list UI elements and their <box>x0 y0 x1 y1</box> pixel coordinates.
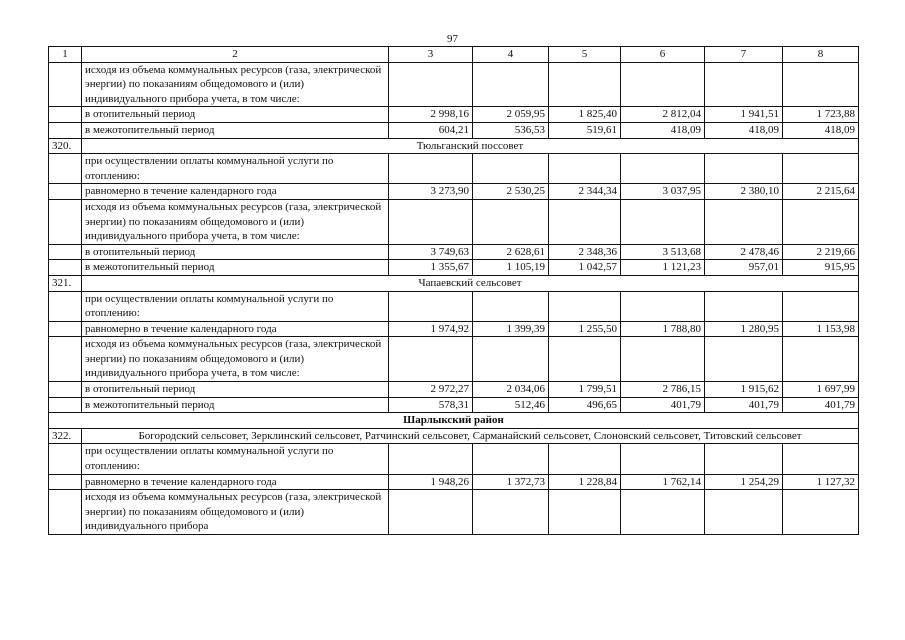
empty-cell <box>389 62 473 107</box>
description-text: при осуществлении оплаты коммунальной услуги по отоплению: <box>82 291 389 321</box>
value-cell: 536,53 <box>473 122 549 138</box>
empty-cell <box>783 154 859 184</box>
row-number-cell <box>49 184 82 200</box>
value-cell: 2 059,95 <box>473 107 549 123</box>
value-cell: 1 799,51 <box>549 382 621 398</box>
row-label: равномерно в течение календарного года <box>82 321 389 337</box>
value-cell: 2 812,04 <box>621 107 705 123</box>
table-row <box>49 260 859 276</box>
row-number-cell <box>49 260 82 276</box>
column-header: 5 <box>549 47 621 63</box>
value-cell: 1 042,57 <box>549 260 621 276</box>
empty-cell <box>549 62 621 107</box>
empty-cell <box>389 337 473 382</box>
value-cell: 1 228,84 <box>549 474 621 490</box>
section-title: Богородский сельсовет, Зерклинский сельсовет, Ратчинский сельсовет, Сарманайский сельсовет, Слоновский сельсовет, Титовский сельсовет <box>82 428 859 444</box>
empty-cell <box>621 291 705 321</box>
value-cell: 957,01 <box>705 260 783 276</box>
value-cell: 418,09 <box>621 122 705 138</box>
value-cell: 1 723,88 <box>783 107 859 123</box>
row-number-cell <box>49 490 82 535</box>
empty-cell <box>549 490 621 535</box>
value-cell: 418,09 <box>783 122 859 138</box>
description-text: исходя из объема коммунальных ресурсов (газа, электрической энергии) по показаниям общедомового и (или) индивидуального прибора учета, в том числе: <box>82 62 389 107</box>
empty-cell <box>389 291 473 321</box>
value-cell: 1 788,80 <box>621 321 705 337</box>
value-cell: 1 974,92 <box>389 321 473 337</box>
value-cell: 1 254,29 <box>705 474 783 490</box>
empty-cell <box>389 154 473 184</box>
column-header: 6 <box>621 47 705 63</box>
empty-cell <box>705 337 783 382</box>
empty-cell <box>389 490 473 535</box>
empty-cell <box>473 199 549 244</box>
value-cell: 2 786,15 <box>621 382 705 398</box>
empty-cell <box>473 62 549 107</box>
value-cell: 3 037,95 <box>621 184 705 200</box>
empty-cell <box>705 62 783 107</box>
empty-cell <box>705 490 783 535</box>
value-cell: 1 105,19 <box>473 260 549 276</box>
empty-cell <box>473 154 549 184</box>
empty-cell <box>473 337 549 382</box>
empty-cell <box>473 291 549 321</box>
value-cell: 519,61 <box>549 122 621 138</box>
table-row <box>49 244 859 260</box>
value-cell: 1 372,73 <box>473 474 549 490</box>
value-cell: 3 273,90 <box>389 184 473 200</box>
value-cell: 2 478,46 <box>705 244 783 260</box>
value-cell: 1 948,26 <box>389 474 473 490</box>
empty-cell <box>705 154 783 184</box>
row-number-cell: 320. <box>49 138 82 154</box>
value-cell: 1 762,14 <box>621 474 705 490</box>
row-label: в отопительный период <box>82 244 389 260</box>
empty-cell <box>783 490 859 535</box>
empty-cell <box>621 62 705 107</box>
district-row <box>49 413 859 429</box>
column-header-row <box>49 47 859 63</box>
empty-cell <box>705 199 783 244</box>
section-title: Чапаевский сельсовет <box>82 275 859 291</box>
table-row <box>49 107 859 123</box>
column-header: 8 <box>783 47 859 63</box>
value-cell: 1 399,39 <box>473 321 549 337</box>
empty-cell <box>783 291 859 321</box>
description-row <box>49 199 859 244</box>
description-row <box>49 444 859 474</box>
row-label: равномерно в течение календарного года <box>82 474 389 490</box>
description-text: исходя из объема коммунальных ресурсов (газа, электрической энергии) по показаниям общедомового и (или) индивидуального прибора учета, в том числе: <box>82 199 389 244</box>
empty-cell <box>389 444 473 474</box>
value-cell: 1 153,98 <box>783 321 859 337</box>
description-row <box>49 62 859 107</box>
value-cell: 1 355,67 <box>389 260 473 276</box>
empty-cell <box>621 154 705 184</box>
empty-cell <box>705 291 783 321</box>
value-cell: 2 344,34 <box>549 184 621 200</box>
row-number-cell <box>49 382 82 398</box>
table-row <box>49 474 859 490</box>
empty-cell <box>783 337 859 382</box>
empty-cell <box>549 444 621 474</box>
value-cell: 2 380,10 <box>705 184 783 200</box>
row-number-cell <box>49 397 82 413</box>
empty-cell <box>473 444 549 474</box>
empty-cell <box>621 337 705 382</box>
value-cell: 1 915,62 <box>705 382 783 398</box>
value-cell: 1 121,23 <box>621 260 705 276</box>
value-cell: 2 215,64 <box>783 184 859 200</box>
empty-cell <box>473 490 549 535</box>
row-number-cell <box>49 62 82 107</box>
row-number-cell: 322. <box>49 428 82 444</box>
value-cell: 512,46 <box>473 397 549 413</box>
row-number-cell <box>49 199 82 244</box>
table-row <box>49 382 859 398</box>
row-label: равномерно в течение календарного года <box>82 184 389 200</box>
value-cell: 604,21 <box>389 122 473 138</box>
value-cell: 1 280,95 <box>705 321 783 337</box>
row-number-cell <box>49 107 82 123</box>
row-number-cell <box>49 444 82 474</box>
table-row <box>49 397 859 413</box>
row-number-cell <box>49 321 82 337</box>
tariff-table <box>48 46 859 535</box>
table-row <box>49 122 859 138</box>
value-cell: 578,31 <box>389 397 473 413</box>
value-cell: 2 530,25 <box>473 184 549 200</box>
value-cell: 915,95 <box>783 260 859 276</box>
row-number-cell <box>49 122 82 138</box>
value-cell: 1 825,40 <box>549 107 621 123</box>
value-cell: 1 697,99 <box>783 382 859 398</box>
column-header: 3 <box>389 47 473 63</box>
value-cell: 401,79 <box>621 397 705 413</box>
description-row <box>49 291 859 321</box>
empty-cell <box>783 62 859 107</box>
value-cell: 401,79 <box>783 397 859 413</box>
description-text: при осуществлении оплаты коммунальной услуги по отоплению: <box>82 154 389 184</box>
empty-cell <box>549 291 621 321</box>
empty-cell <box>705 444 783 474</box>
table-row <box>49 184 859 200</box>
value-cell: 2 348,36 <box>549 244 621 260</box>
row-label: в межотопительный период <box>82 260 389 276</box>
section-title: Тюльганский поссовет <box>82 138 859 154</box>
section-row <box>49 138 859 154</box>
value-cell: 2 034,06 <box>473 382 549 398</box>
row-number-cell <box>49 154 82 184</box>
page-number: 97 <box>447 33 458 45</box>
section-row <box>49 428 859 444</box>
column-header: 4 <box>473 47 549 63</box>
value-cell: 1 127,32 <box>783 474 859 490</box>
empty-cell <box>621 490 705 535</box>
description-text: исходя из объема коммунальных ресурсов (газа, электрической энергии) по показаниям общедомового и (или) индивидуального прибора учета, в том числе: <box>82 337 389 382</box>
table-row <box>49 321 859 337</box>
empty-cell <box>549 199 621 244</box>
district-title: Шарлыкский район <box>49 413 859 429</box>
value-cell: 1 941,51 <box>705 107 783 123</box>
empty-cell <box>389 199 473 244</box>
value-cell: 2 998,16 <box>389 107 473 123</box>
description-row <box>49 154 859 184</box>
empty-cell <box>621 444 705 474</box>
value-cell: 1 255,50 <box>549 321 621 337</box>
row-number-cell <box>49 244 82 260</box>
row-label: в отопительный период <box>82 107 389 123</box>
row-label: в межотопительный период <box>82 122 389 138</box>
empty-cell <box>783 199 859 244</box>
value-cell: 496,65 <box>549 397 621 413</box>
value-cell: 2 972,27 <box>389 382 473 398</box>
table-body <box>49 47 859 535</box>
description-row <box>49 337 859 382</box>
column-header: 1 <box>49 47 82 63</box>
value-cell: 401,79 <box>705 397 783 413</box>
row-label: в межотопительный период <box>82 397 389 413</box>
empty-cell <box>549 154 621 184</box>
row-number-cell <box>49 291 82 321</box>
section-row <box>49 275 859 291</box>
value-cell: 3 513,68 <box>621 244 705 260</box>
value-cell: 2 628,61 <box>473 244 549 260</box>
value-cell: 3 749,63 <box>389 244 473 260</box>
empty-cell <box>783 444 859 474</box>
row-number-cell <box>49 474 82 490</box>
description-text: исходя из объема коммунальных ресурсов (газа, электрической энергии) по показаниям общедомового и (или) индивидуального прибора <box>82 490 389 535</box>
column-header: 7 <box>705 47 783 63</box>
description-text: при осуществлении оплаты коммунальной услуги по отоплению: <box>82 444 389 474</box>
row-label: в отопительный период <box>82 382 389 398</box>
value-cell: 418,09 <box>705 122 783 138</box>
column-header: 2 <box>82 47 389 63</box>
row-number-cell <box>49 337 82 382</box>
value-cell: 2 219,66 <box>783 244 859 260</box>
empty-cell <box>549 337 621 382</box>
description-row <box>49 490 859 535</box>
empty-cell <box>621 199 705 244</box>
row-number-cell: 321. <box>49 275 82 291</box>
